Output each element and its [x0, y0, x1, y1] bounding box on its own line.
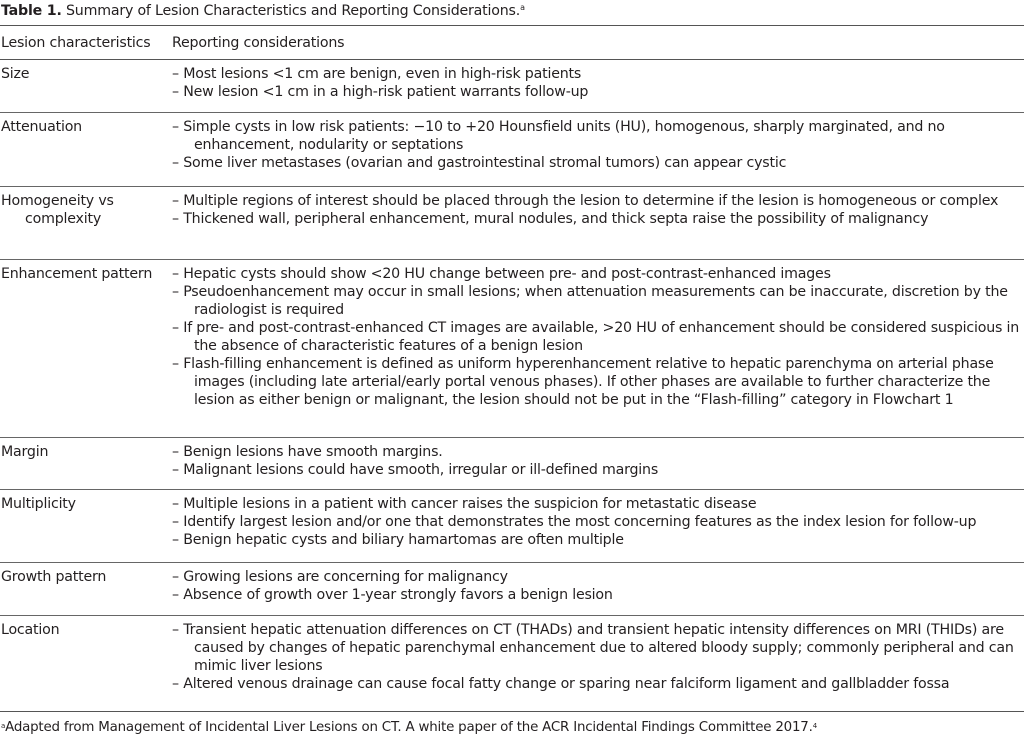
header-lesion-characteristics: Lesion characteristics: [0, 26, 171, 60]
table-row-growth-pattern: [0, 563, 1024, 616]
characteristic-cell: [0, 187, 171, 260]
considerations-cell: [171, 113, 1024, 187]
table-row-margin: [0, 438, 1024, 490]
consideration-item: – Identify largest lesion and/or one that demonstrates the most concerning features as the index lesion for follow-up: [172, 514, 977, 530]
characteristic-line-2: complexity: [25, 211, 102, 227]
consideration-item: – Altered venous drainage can cause focal fatty change or sparing near falciform ligament and gallbladder fossa: [172, 676, 950, 692]
considerations-cell: [171, 260, 1024, 438]
consideration-item: – Multiple regions of interest should be placed through the lesion to determine if the lesion is homogeneous or complex: [172, 193, 999, 209]
table-row-attenuation: [0, 113, 1024, 187]
consideration-item: – Some liver metastases (ovarian and gastrointestinal stromal tumors) can appear cystic: [172, 155, 787, 171]
consideration-item: – If pre- and post-contrast-enhanced CT images are available, >20 HU of enhancement should be considered suspicious in the absence of characteristic features of a benign lesion: [172, 320, 1020, 354]
consideration-item: – Transient hepatic attenuation differences on CT (THADs) and transient hepatic intensity differences on MRI (THIDs) are caused by changes of hepatic parenchymal enhancement due to altered bloody supply; commonly peripheral and can mimic liver lesions: [172, 622, 1014, 674]
considerations-cell: [171, 60, 1024, 113]
consideration-item: – Thickened wall, peripheral enhancement, mural nodules, and thick septa raise the possibility of malignancy: [172, 211, 929, 227]
title-footnote-marker: a: [520, 3, 525, 12]
consideration-item: – Absence of growth over 1-year strongly favors a benign lesion: [172, 587, 613, 603]
considerations-cell: [171, 616, 1024, 712]
considerations-cell: [171, 563, 1024, 616]
header-reporting-considerations: Reporting considerations: [171, 26, 1024, 60]
table-label: Table 1.: [1, 3, 62, 19]
footnote-text: Adapted from Management of Incidental Liver Lesions on CT. A white paper of the ACR Incidental Findings Committee 2017.: [5, 720, 813, 735]
table-row-homogeneity: [0, 187, 1024, 260]
footnote-reference: 4: [812, 722, 817, 730]
consideration-item: – Most lesions <1 cm are benign, even in high-risk patients: [172, 66, 582, 82]
table-row-enhancement-pattern: [0, 260, 1024, 438]
table-title-text: Summary of Lesion Characteristics and Reporting Considerations.: [61, 3, 521, 19]
table-footnote: [1, 719, 817, 737]
table-header-row: [0, 26, 1024, 60]
considerations-cell: [171, 490, 1024, 563]
footnote-marker: a: [1, 722, 6, 730]
consideration-item: – Multiple lesions in a patient with cancer raises the suspicion for metastatic disease: [172, 496, 757, 512]
characteristic-cell: Size: [0, 60, 171, 113]
table-row-multiplicity: [0, 490, 1024, 563]
table-row-location: [0, 616, 1024, 712]
consideration-item: – Pseudoenhancement may occur in small lesions; when attenuation measurements can be inaccurate, discretion by the radiologist is required: [172, 284, 1008, 318]
consideration-item: – Benign hepatic cysts and biliary hamartomas are often multiple: [172, 532, 624, 548]
characteristic-line-1: Homogeneity vs: [1, 193, 114, 209]
consideration-item: – Simple cysts in low risk patients: −10 to +20 Hounsfield units (HU), homogenous, sharply marginated, and no enhancement, nodularity or septations: [172, 119, 945, 153]
consideration-item: – Growing lesions are concerning for malignancy: [172, 569, 508, 585]
consideration-item: – Benign lesions have smooth margins.: [172, 444, 443, 460]
considerations-cell: [171, 187, 1024, 260]
consideration-item: – Flash-filling enhancement is defined as uniform hyperenhancement relative to hepatic parenchyma on arterial phase images (including late arterial/early portal venous phases). If other phases are available to further characterize the lesion as either benign or malignant, the lesion should not be put in the “Flash-filling” category in Flowchart 1: [172, 356, 994, 408]
consideration-item: – New lesion <1 cm in a high-risk patient warrants follow-up: [172, 84, 589, 100]
considerations-cell: [171, 438, 1024, 490]
characteristic-cell: Enhancement pattern: [0, 260, 171, 438]
consideration-item: – Hepatic cysts should show <20 HU change between pre- and post-contrast-enhanced images: [172, 266, 831, 282]
lesion-characteristics-table: [0, 25, 1024, 712]
characteristic-cell: Growth pattern: [0, 563, 171, 616]
table-row-size: [0, 60, 1024, 113]
characteristic-cell: Attenuation: [0, 113, 171, 187]
consideration-item: – Malignant lesions could have smooth, irregular or ill-defined margins: [172, 462, 659, 478]
characteristic-cell: Multiplicity: [0, 490, 171, 563]
characteristic-cell: Location: [0, 616, 171, 712]
table-caption: [1, 2, 525, 20]
characteristic-cell: Margin: [0, 438, 171, 490]
